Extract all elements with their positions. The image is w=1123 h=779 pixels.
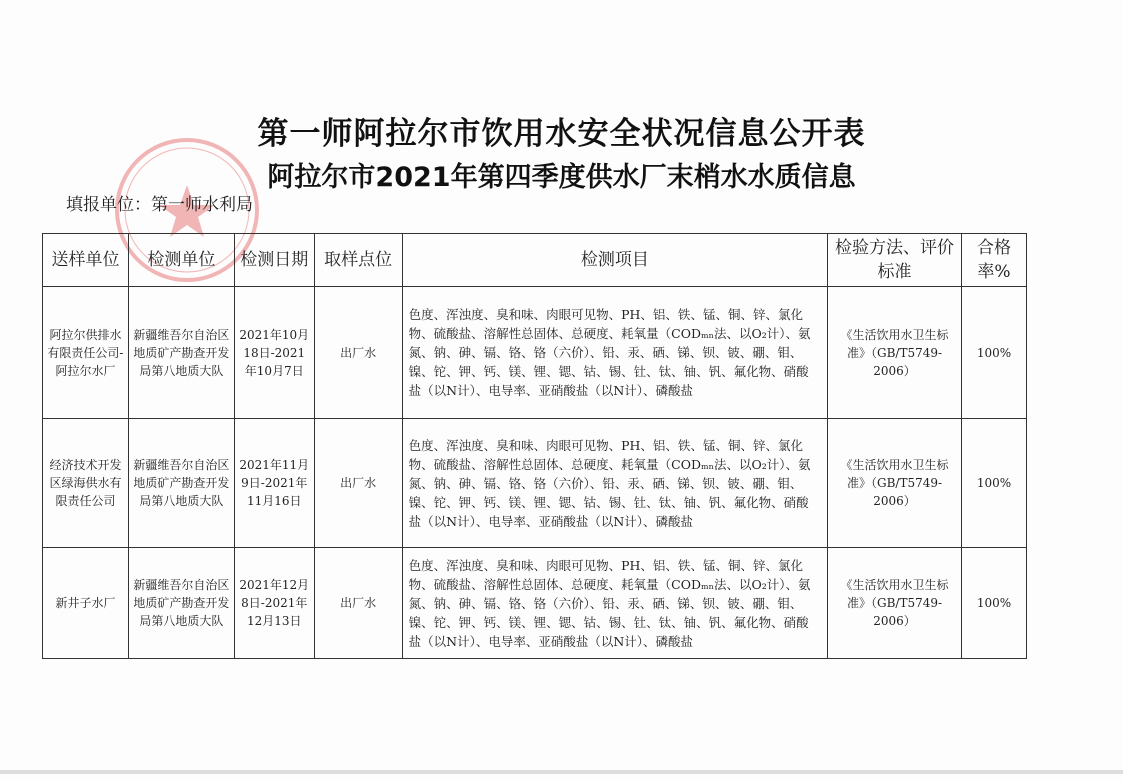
cell-standard: 《生活饮用水卫生标准》（GB/T5749-2006） [828,287,962,419]
reporting-unit: 填报单位：第一师水利局 [66,195,253,215]
header-date: 检测日期 [234,234,314,287]
cell-rate: 100% [961,419,1026,548]
table-row [43,287,1027,419]
cell-point: 出厂水 [314,287,402,419]
cell-items: 色度、浑浊度、臭和味、肉眼可见物、PH、铝、铁、锰、铜、锌、氯化物、硫酸盐、溶解性总固体、总硬度、耗氧量（CODₘₙ法、以O₂计）、氨氮、钠、砷、镉、铬、铬（六价）、铅、汞、硒、锑、钡、铍、硼、钼、镍、铊、钾、钙、镁、锂、锶、钴、锡、钍、钛、铀、钒、氟化物、硝酸盐（以N计）、电导率、亚硝酸盐（以N计）、磷酸盐 [402,419,827,548]
scan-edge [0,770,1123,774]
cell-standard: 《生活饮用水卫生标准》（GB/T5749-2006） [828,548,962,659]
header-rate: 合格率% [961,234,1026,287]
table-row [43,548,1027,659]
cell-point: 出厂水 [314,419,402,548]
cell-point: 出厂水 [314,548,402,659]
water-quality-table [42,233,1027,659]
cell-items: 色度、浑浊度、臭和味、肉眼可见物、PH、铝、铁、锰、铜、锌、氯化物、硫酸盐、溶解性总固体、总硬度、耗氧量（CODₘₙ法、以O₂计）、氨氮、钠、砷、镉、铬、铬（六价）、铅、汞、硒、锑、钡、铍、硼、钼、镍、铊、钾、钙、镁、锂、锶、钴、锡、钍、钛、铀、钒、氟化物、硝酸盐（以N计）、电导率、亚硝酸盐（以N计）、磷酸盐 [402,287,827,419]
cell-lab: 新疆维吾尔自治区地质矿产勘查开发局第八地质大队 [128,419,234,548]
header-sender: 送样单位 [43,234,129,287]
document-subtitle: 阿拉尔市2021年第四季度供水厂末梢水水质信息 [267,162,856,193]
cell-date: 2021年10月18日-2021年10月7日 [234,287,314,419]
table-row [43,419,1027,548]
header-point: 取样点位 [314,234,402,287]
cell-items: 色度、浑浊度、臭和味、肉眼可见物、PH、铝、铁、锰、铜、锌、氯化物、硫酸盐、溶解性总固体、总硬度、耗氧量（CODₘₙ法、以O₂计）、氨氮、钠、砷、镉、铬、铬（六价）、铅、汞、硒、锑、钡、铍、硼、钼、镍、铊、钾、钙、镁、锂、锶、钴、锡、钍、钛、铀、钒、氟化物、硝酸盐（以N计）、电导率、亚硝酸盐（以N计）、磷酸盐 [402,548,827,659]
cell-sender: 阿拉尔供排水有限责任公司-阿拉尔水厂 [43,287,129,419]
header-standard: 检验方法、评价标准 [828,234,962,287]
cell-rate: 100% [961,287,1026,419]
cell-date: 2021年12月8日-2021年12月13日 [234,548,314,659]
cell-date: 2021年11月9日-2021年11月16日 [234,419,314,548]
header-items: 检测项目 [402,234,827,287]
table-header-row [43,234,1027,287]
cell-sender: 新井子水厂 [43,548,129,659]
document-title: 第一师阿拉尔市饮用水安全状况信息公开表 [257,116,866,152]
cell-sender: 经济技术开发区绿海供水有限责任公司 [43,419,129,548]
cell-lab: 新疆维吾尔自治区地质矿产勘查开发局第八地质大队 [128,287,234,419]
cell-rate: 100% [961,548,1026,659]
cell-lab: 新疆维吾尔自治区地质矿产勘查开发局第八地质大队 [128,548,234,659]
cell-standard: 《生活饮用水卫生标准》（GB/T5749-2006） [828,419,962,548]
header-lab: 检测单位 [128,234,234,287]
